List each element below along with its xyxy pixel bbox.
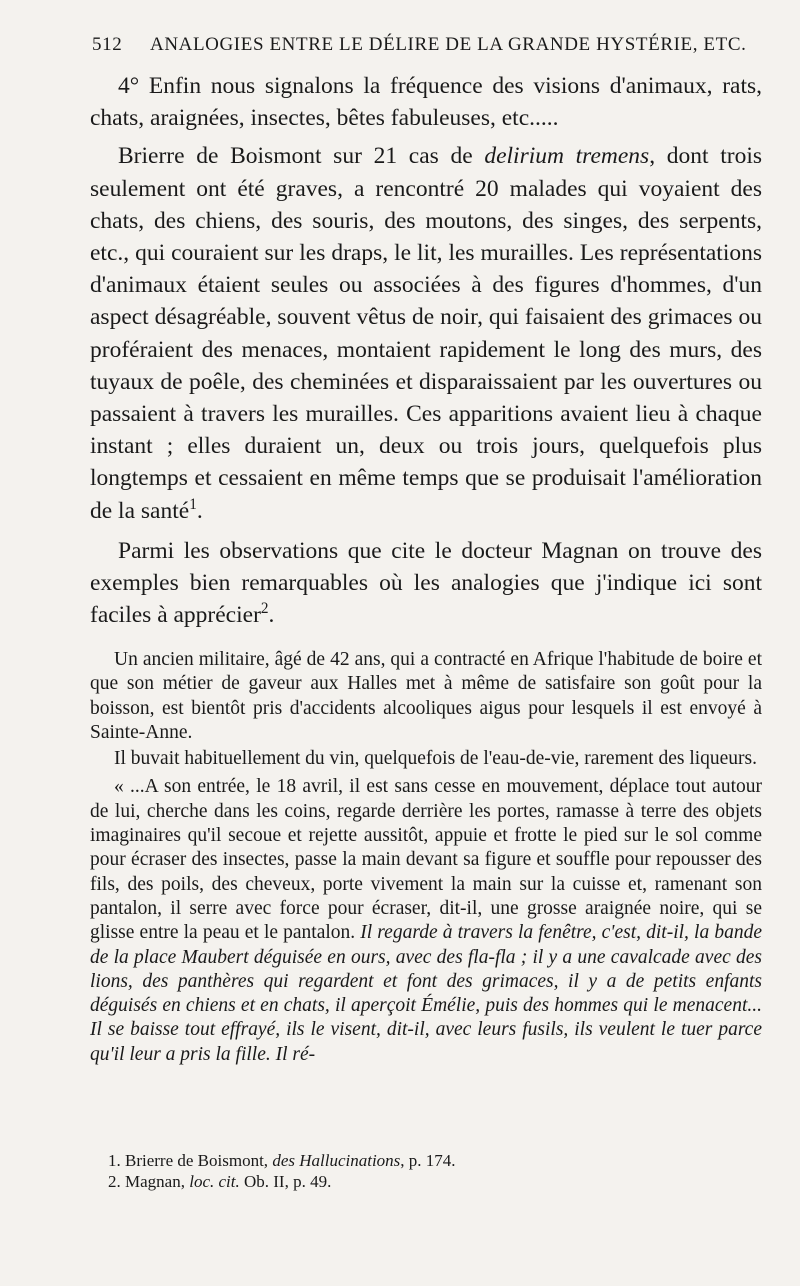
paragraph-brierre xyxy=(90,140,762,526)
footnote-1-lead: Brierre de Boismont, xyxy=(125,1151,273,1170)
footnote-1 xyxy=(108,1150,748,1171)
footnote-2-lead: Magnan, xyxy=(125,1172,190,1191)
footnote-2-rest: Ob. II, p. 49. xyxy=(239,1172,332,1191)
paragraph-magnan xyxy=(90,535,762,632)
footnote-2 xyxy=(108,1171,748,1192)
paragraph-visions-text: 4° Enfin nous signalons la fréquence des visions d'animaux, rats, chats, araignées, insectes, bêtes fabuleuses, etc..... xyxy=(90,73,762,132)
running-title: ANALOGIES ENTRE LE DÉLIRE DE LA GRANDE HYSTÉRIE, ETC. xyxy=(150,34,747,55)
footnote-ref-2[interactable]: 2 xyxy=(260,600,269,618)
footnote-2-italic: loc. cit. xyxy=(189,1172,240,1191)
footnote-1-italic: des Hallucinations xyxy=(272,1151,401,1170)
observation-paragraph-3-roman: « ...A son entrée, le 18 avril, il est sans cesse en mouvement, déplace tout autour de lui, cherche dans les coins, regarde derrière les portes, ramasse à terre des objets imaginaires qu'il secoue et rejette aussitôt, appuie et frotte le pied sur le sol comme pour écraser des insectes, passe la main devant sa figure et souffle pour repousser des fils, des poils, des cheveux, porte vivement la main sur la cuisse et, ramenant son pantalon, il serre avec force pour écraser, dit-il, une grosse araignée noire, qui se glisse entre la peau et le pantalon. xyxy=(90,776,762,944)
observation-paragraph-2: Il buvait habituellement du vin, quelquefois de l'eau-de-vie, rarement des liqueurs. xyxy=(114,748,758,770)
paragraph-magnan-text: Parmi les observations que cite le docteur Magnan on trouve des exemples bien remarquables où les analogies que j'indique ici sont faciles à apprécier xyxy=(90,537,762,629)
page-number: 512 xyxy=(92,34,123,55)
paragraph-brierre-end: . xyxy=(196,497,203,524)
paragraph-magnan-end: . xyxy=(268,602,275,629)
paragraph-brierre-italic: delirium tremens xyxy=(484,143,650,170)
footnotes xyxy=(108,1150,748,1192)
footnote-2-number: 2. xyxy=(108,1172,121,1191)
paragraph-brierre-lead: Brierre de Boismont sur 21 cas de xyxy=(118,143,485,170)
observation-block xyxy=(90,648,762,1069)
paragraph-visions xyxy=(90,70,762,134)
observation-paragraph-1: Un ancien militaire, âgé de 42 ans, qui a contracté en Afrique l'habitude de boire et que son métier de gaveur aux Halles met à même de satisfaire son goût pour la boisson, est bientôt pris d'accidents alcooliques aigus pour lesquels il est envoyé à Sainte-Anne. xyxy=(90,649,762,743)
paragraph-brierre-rest: , dont trois seulement ont été graves, a rencontré 20 malades qui voyaient des chats, des chiens, des souris, des moutons, des singes, des serpents, etc., qui couraient sur les draps, le lit, les murailles. Les représentations d'animaux étaient seules ou associées à des figures d'hommes, d'un aspect désagréable, souvent vêtus de noir, qui faisaient des grimaces ou proféraient des menaces, montaient rapidement le long des murs, des tuyaux de poêle, des cheminées et disparaissaient par les ouvertures ou passaient à travers les murailles. Ces apparitions avaient lieu à chaque instant ; elles duraient un, deux ou trois jours, quelquefois plus longtemps et cessaient en même temps que se produisait l'amélioration de la santé xyxy=(90,143,762,524)
running-header xyxy=(92,34,760,56)
footnote-1-number: 1. xyxy=(108,1151,121,1170)
main-text xyxy=(90,70,762,637)
footnote-1-rest: , p. 174. xyxy=(400,1151,456,1170)
observation-paragraph-3 xyxy=(90,775,762,1067)
observation-paragraph-3-italic: Il regarde à travers la fenêtre, c'est, dit-il, la bande de la place Maubert déguisée en ours, avec des fla-fla ; il y a une cavalcade avec des lions, des panthères qui regardent et font des grimaces, il y a de petits enfants déguisés en chiens et en chats, il aperçoit Émélie, puis des hommes qui le menacent... Il se baisse tout effrayé, ils le visent, dit-il, avec leurs fusils, ils veulent le tuer parce qu'il leur a pris la fille. Il ré- xyxy=(90,922,762,1065)
footnote-ref-1[interactable]: 1 xyxy=(189,495,197,513)
